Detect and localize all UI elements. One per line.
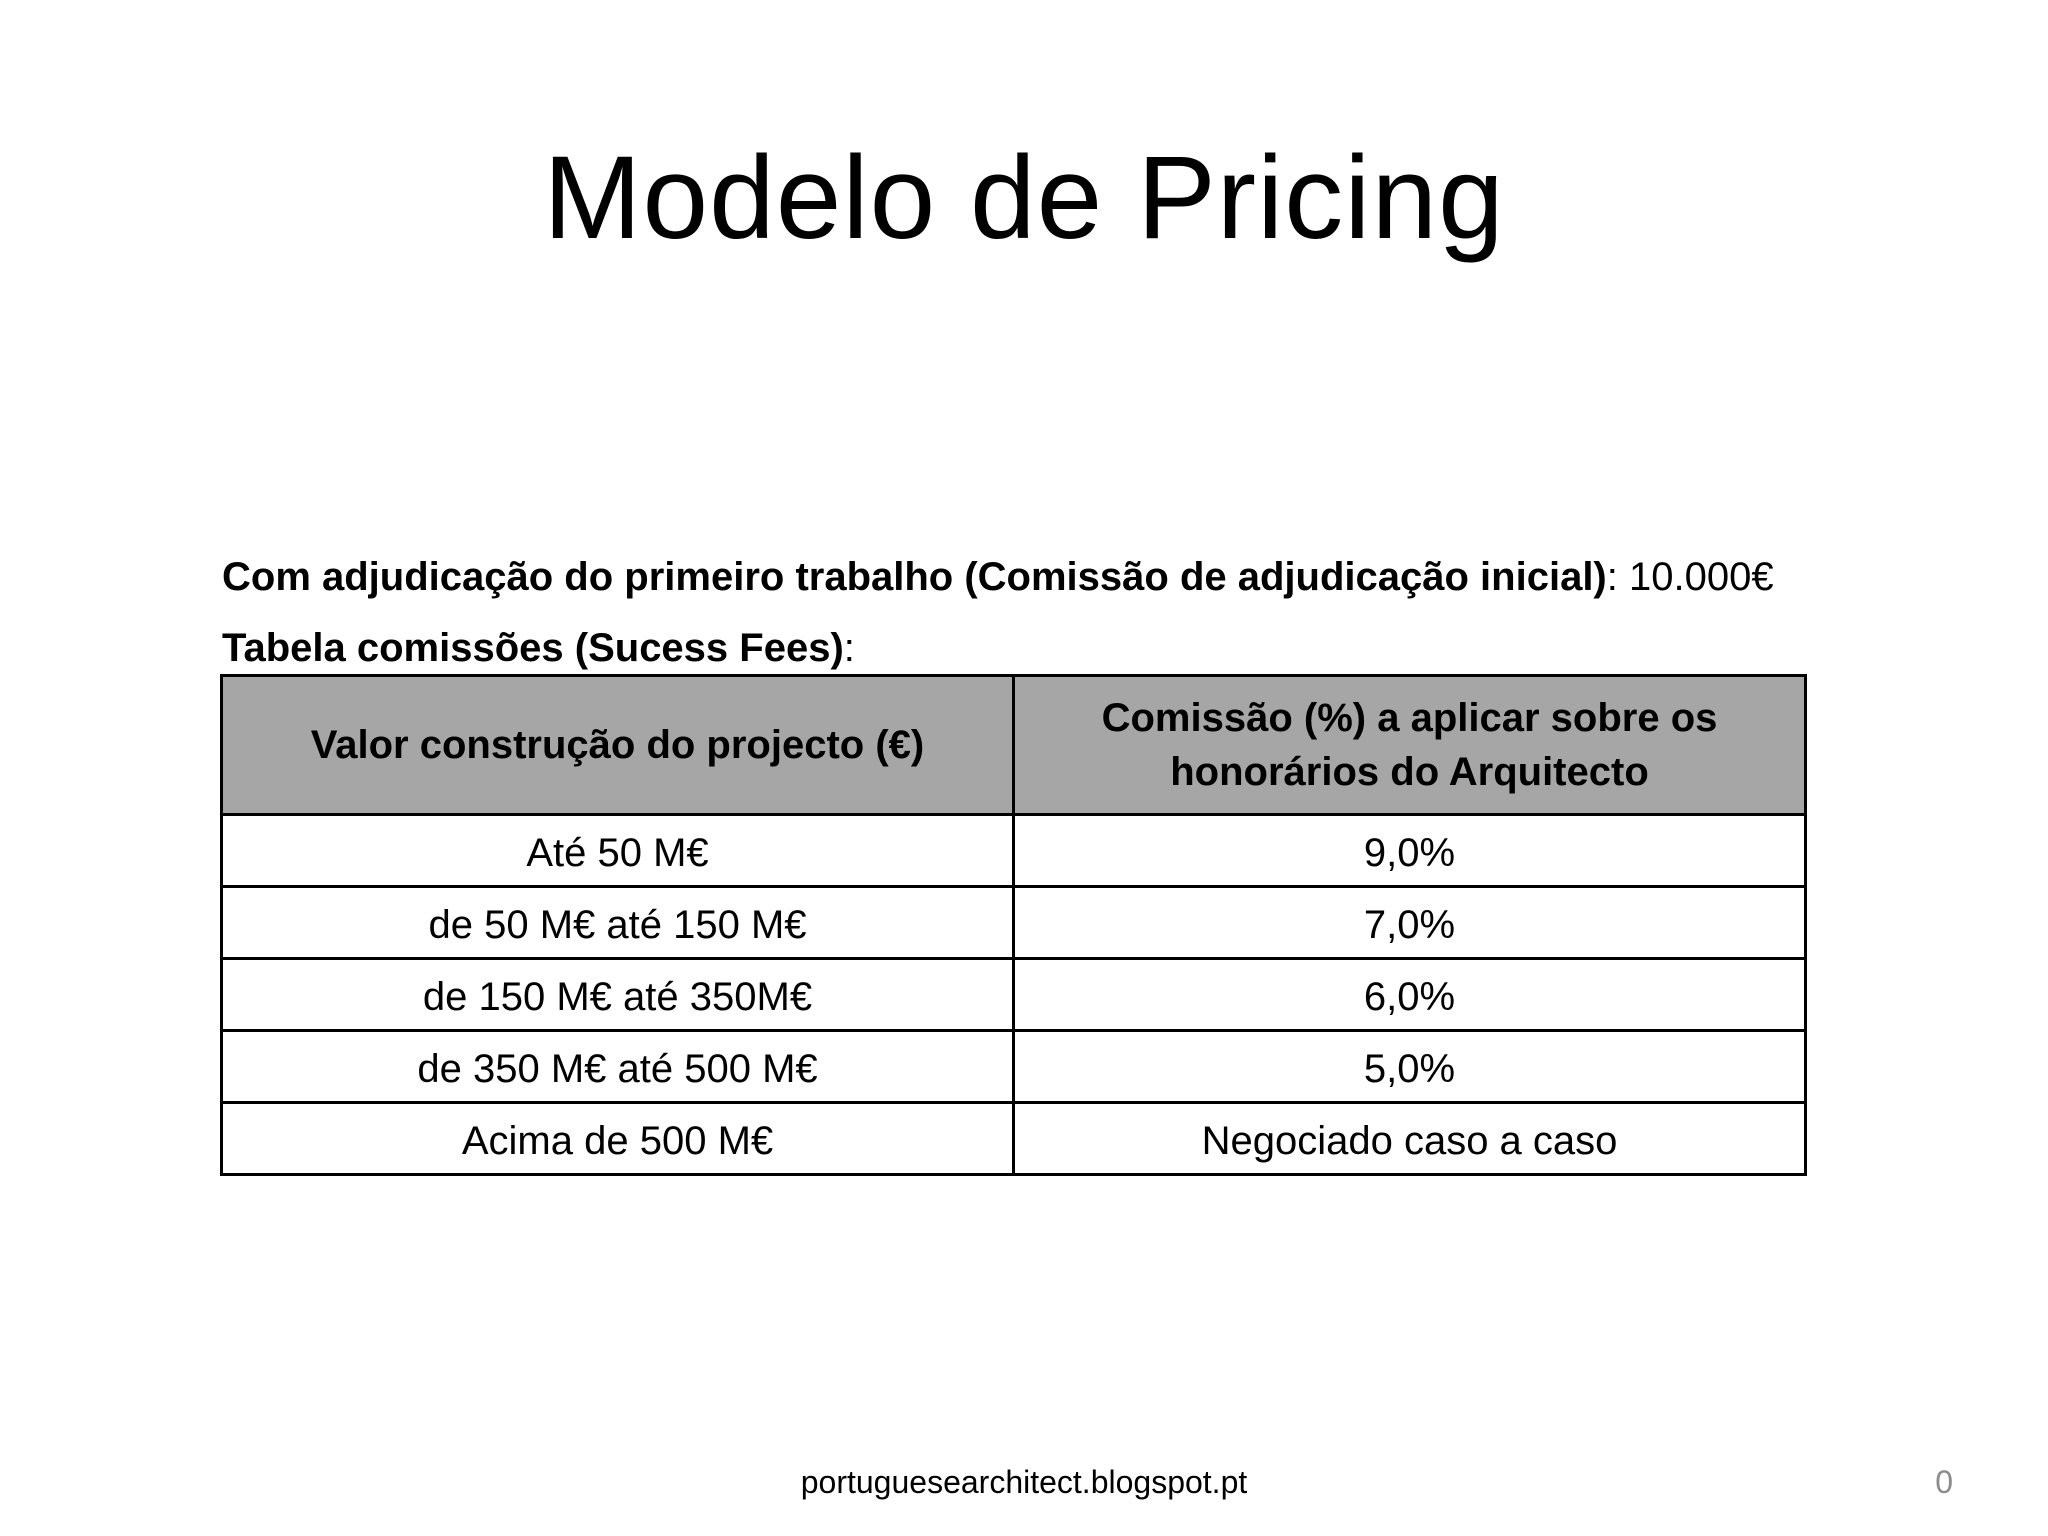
commission-table (220, 674, 1807, 1176)
adjudicacao-label: Com adjudicação do primeiro trabalho (Comissão de adjudicação inicial) (222, 555, 1607, 599)
adjudicacao-line (222, 552, 1774, 602)
cell-comissao: 9,0% (1014, 815, 1806, 887)
cell-comissao: 7,0% (1014, 887, 1806, 959)
table-header-row (222, 676, 1806, 815)
table-row (222, 1103, 1806, 1175)
cell-valor: de 350 M€ até 500 M€ (222, 1031, 1014, 1103)
slide-title: Modelo de Pricing (543, 132, 1505, 264)
cell-valor: de 150 M€ até 350M€ (222, 959, 1014, 1031)
tabela-line (222, 623, 855, 673)
cell-comissao: 6,0% (1014, 959, 1806, 1031)
adjudicacao-separator: : (1606, 555, 1629, 599)
footer-url: portuguesearchitect.blogspot.pt (800, 1464, 1248, 1500)
cell-comissao: 5,0% (1014, 1031, 1806, 1103)
page-number: 0 (1935, 1464, 1953, 1500)
cell-valor: Acima de 500 M€ (222, 1103, 1014, 1175)
tabela-label: Tabela comissões (Sucess Fees) (222, 626, 844, 670)
table-row (222, 887, 1806, 959)
cell-valor: Até 50 M€ (222, 815, 1014, 887)
cell-valor: de 50 M€ até 150 M€ (222, 887, 1014, 959)
header-valor-construcao: Valor construção do projecto (€) (222, 676, 1014, 815)
adjudicacao-value: 10.000€ (1628, 555, 1774, 599)
table-row (222, 959, 1806, 1031)
tabela-separator: : (843, 626, 855, 670)
table-row (222, 1031, 1806, 1103)
header-comissao: Comissão (%) a aplicar sobre os honorários do Arquitecto (1014, 676, 1806, 815)
table-row (222, 815, 1806, 887)
cell-comissao: Negociado caso a caso (1014, 1103, 1806, 1175)
